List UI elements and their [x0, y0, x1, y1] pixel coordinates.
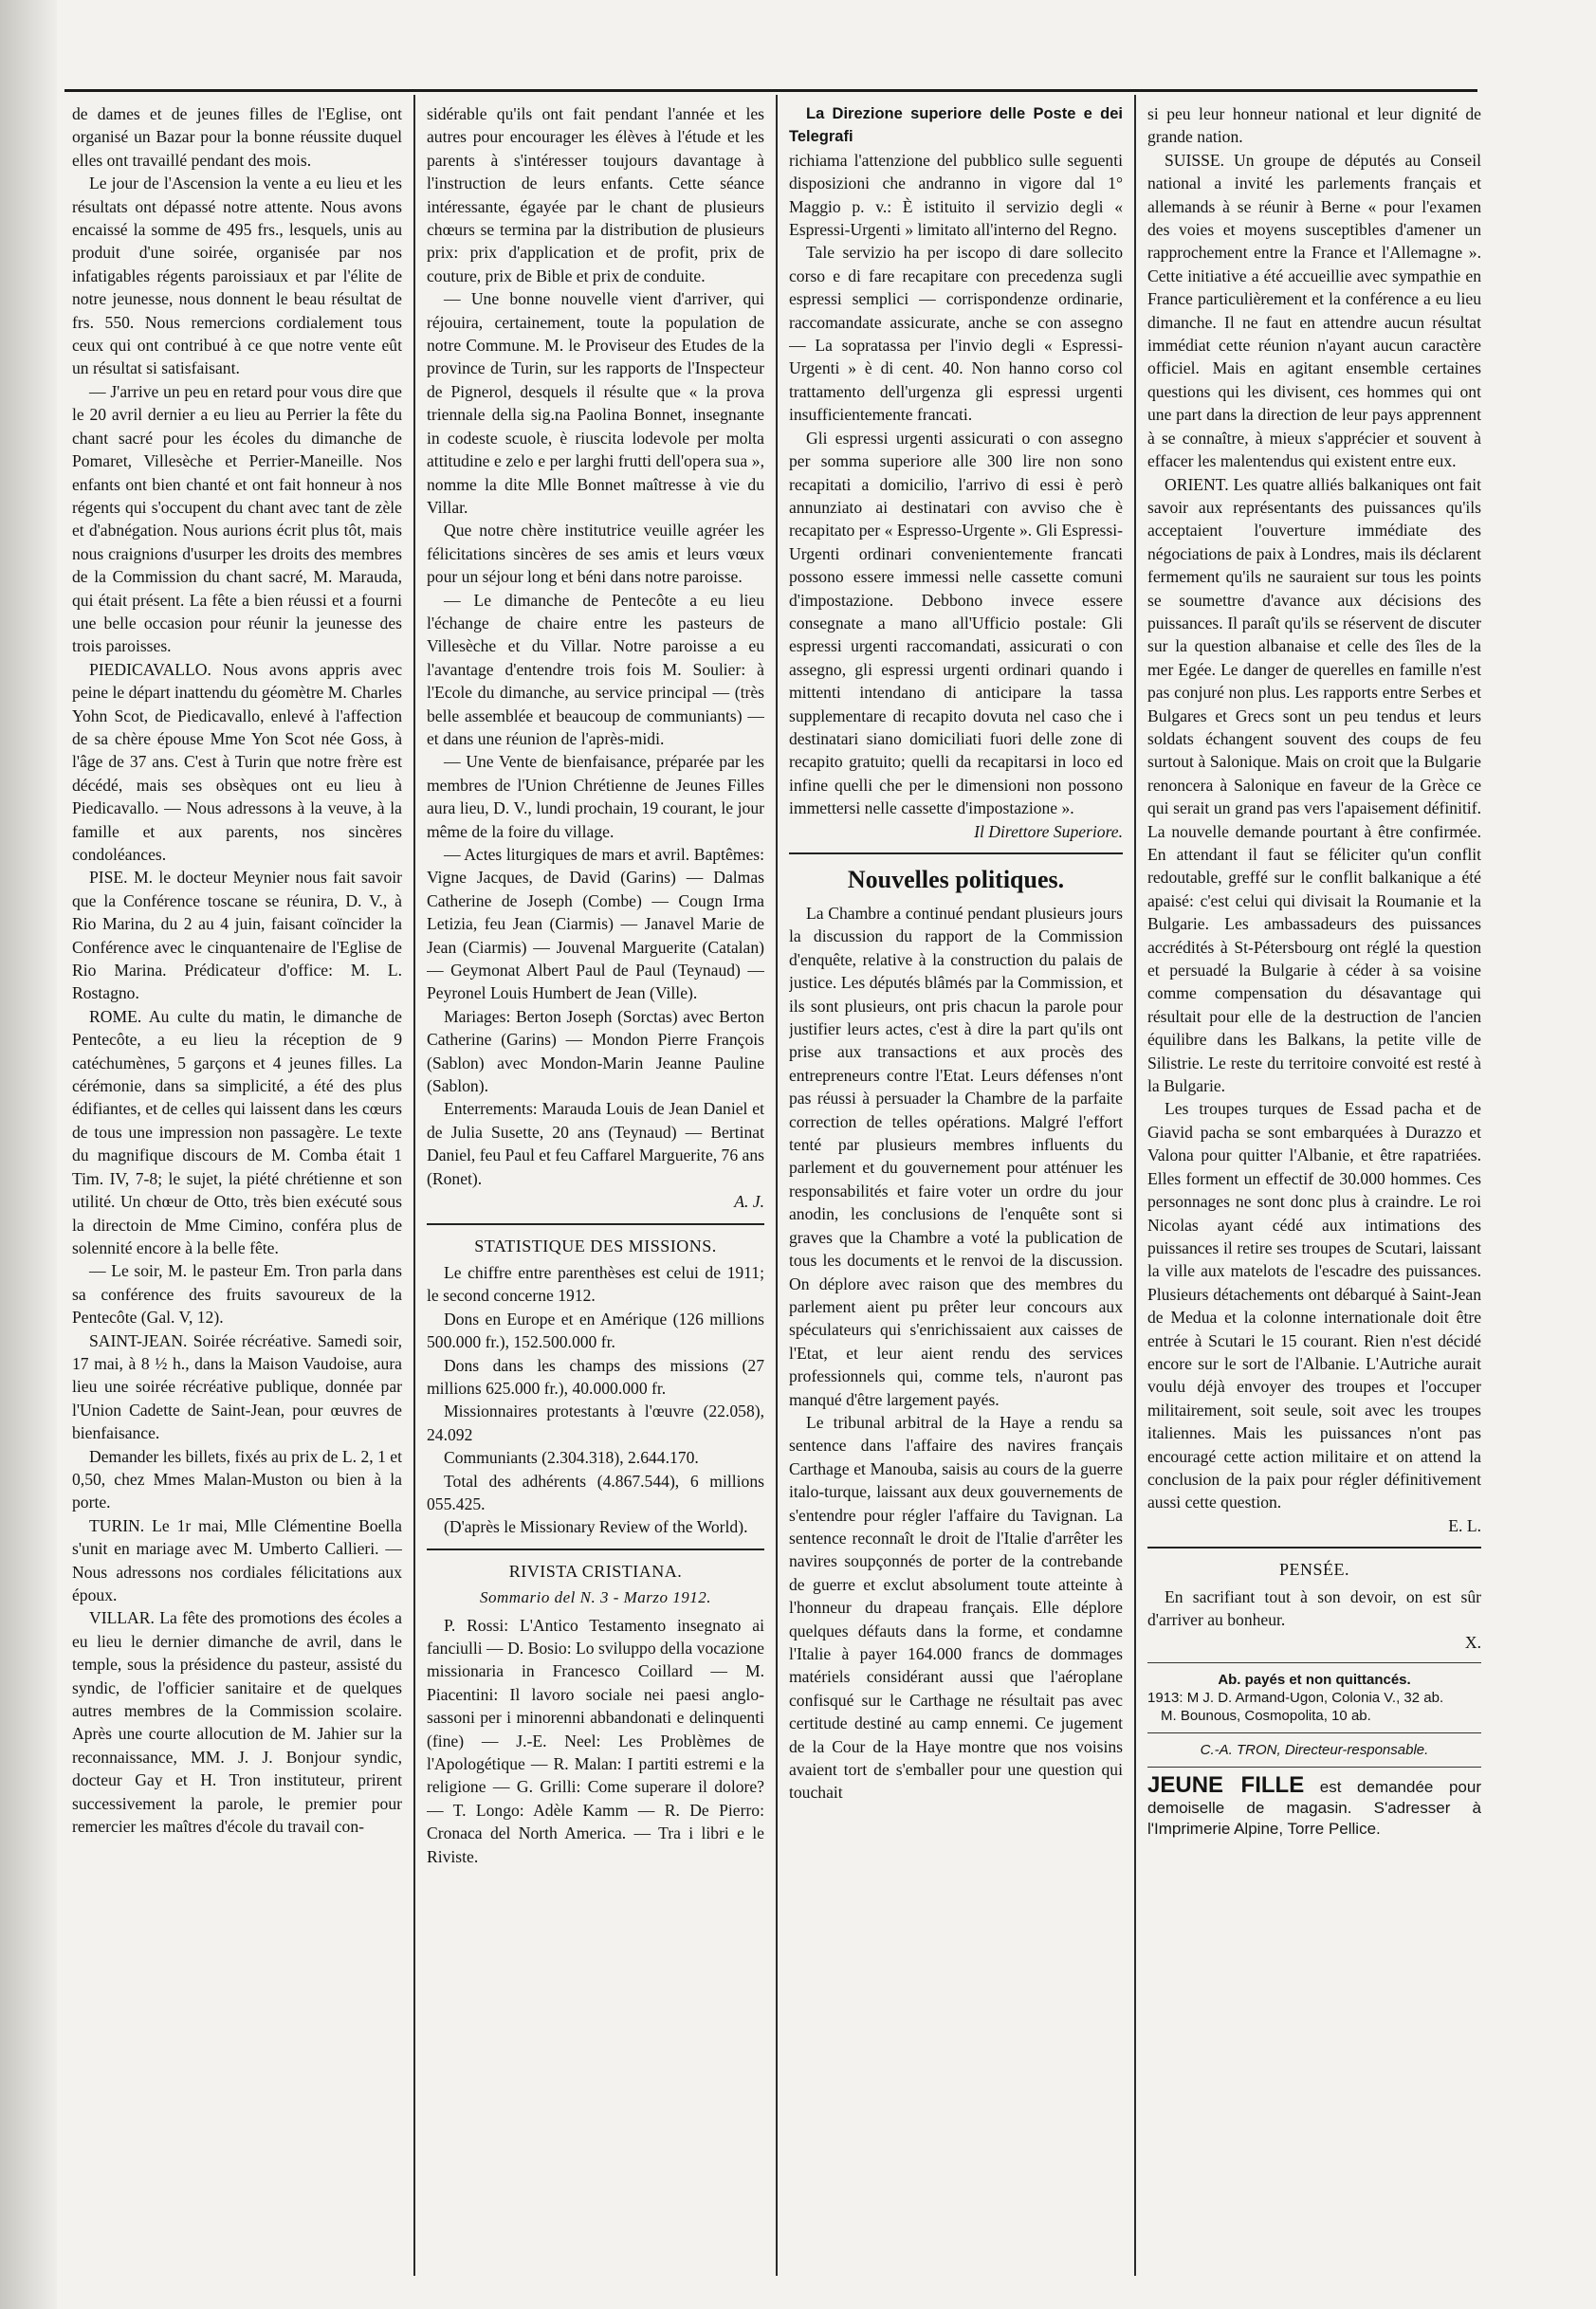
section-rule — [1147, 1662, 1481, 1663]
ad-headline: JEUNE FILLE — [1147, 1771, 1305, 1798]
paragraph: — Une bonne nouvelle vient d'arriver, qui réjouira, certainement, toute la population de notre Commune. M. le Proviseur des Etudes de la province de Turin, sur les rapports de l'Inspecteur de Pignerol, desquels il résulte que « la prova triennale della sig.na Paolina Bonnet, insegnante in codeste scuole, è riuscita lodevole per molta attitudine e zelo e per larghi frutti dell'opera sua », nomme la dite Mlle Bonnet maîtresse à vie du Villar. — [427, 289, 764, 517]
stat-line: Total des adhérents (4.867.544), 6 millions 055.425. — [427, 1471, 764, 1513]
paragraph: Tale servizio ha per iscopo di dare sollecito corso e di fare recapitare con precedenza sugli espressi semplici — corrispondenze ordinarie, raccomandate assicurate, anche se con assegno — La sopratassa per l'invio degli « Espressi-Urgenti » è di cent. 40. Non hanno corso col trattamento dell'urgenza gli espressi urgenti insufficientemente francati. — [789, 243, 1123, 425]
paragraph: La Chambre a continué pendant plusieurs jours la discussion du rapport de la Commission d'enquête, relative à la construction du palais de justice. Les députés blâmés par la Commission, et ils sont plusieurs, ont pris chacun la parole pour justifier leurs actes, c'est à dire la part qu'ils ont prise aux transactions et aux procès des entrepreneurs contre l'Etat. Leurs défenses n'ont pas réussi à persuader la Chambre de la parfaite correction de telles opérations. Malgré l'effort tenté par plusieurs membres influents du parlement et du gouvernement pour atténuer les responsabilités et faire voter un ordre du jour anodin, les conclusions de l'enquête sont si graves que la Chambre a voté la publication de tous les documents et le renvoi de la discussion. On déplore avec raison que des membres du parlement aient pu prêter leur concours aux spéculateurs qui s'enrichissaient aux caisses de l'Etat, et leur aient rendu des services professionnels qui, comme tels, n'auront pas manqué d'être largement payés. — [789, 904, 1123, 1409]
section-rule — [427, 1548, 764, 1550]
paragraph: ROME. Au culte du matin, le dimanche de Pentecôte, a eu lieu la réception de 9 catéchumènes, 5 garçons et 4 jeunes filles. La cérémonie, dans sa simplicité, a été des plus édifiantes, et de celles qui laissent dans les cœurs de tous une impression non passagère. Le texte du magnifique discours de M. Comba était 1 Tim. IV, 7-8; le sujet, la piété chrétienne et son utilité. Un chœur de Otto, très bien exécuté sous la directoin de Mme Cimino, conféra plus de solennité encore à la belle fête. — [72, 1006, 402, 1257]
paragraph: — Le soir, M. le pasteur Em. Tron parla dans sa conférence des fruits savoureux de la Pentecôte (Gal. V, 12). — [72, 1261, 402, 1328]
section-rule — [789, 852, 1123, 854]
column-1 — [72, 102, 402, 2274]
nouvelles-politiques-heading: Nouvelles politiques. — [847, 866, 1065, 893]
section-rule — [1147, 1547, 1481, 1548]
director-line: C.-A. TRON, Directeur-responsable. — [1200, 1741, 1429, 1758]
abonnements-heading: Ab. payés et non quittancés. — [1218, 1671, 1411, 1688]
signature: E. L. — [1448, 1515, 1481, 1535]
missions-heading: STATISTIQUE DES MISSIONS. — [474, 1236, 717, 1255]
stat-line: Dons en Europe et en Amérique (126 millions 500.000 fr.), 152.500.000 fr. — [427, 1309, 764, 1352]
paragraph: TURIN. Le 1r mai, Mlle Clémentine Boella s'unit en mariage avec M. Umberto Callieri. — Nous adressons nos cordiales félicitations aux époux. — [72, 1515, 402, 1604]
paragraph: si peu leur honneur national et leur dignité de grande nation. — [1147, 104, 1481, 147]
signature: Il Direttore Superiore. — [974, 821, 1123, 841]
paragraph: ORIENT. Les quatre alliés balkaniques ont fait savoir aux représentants des puissances qu'ils acceptaient l'ouverture immédiate des négociations de paix à Londres, mais ils déclarent fermement qu'ils ne sauraient sur tous les points se soumettre d'avance aux décisions des puissances. Il paraît qu'ils se réservent de discuter sur la question albanaise et celle des îles de la mer Egée. Le danger de querelles en famille n'est pas conjuré non plus. Les rapports entre Serbes et Bulgares et Grecs sont un peu tendus et leurs soldats échangent souvent des coups de feu surtout à Salonique. Mais on croit que la Bulgarie renoncera à Salonique en faveur de la Grèce ce qui serait un grand pas vers l'apaisement définitif. La nouvelle demande pourtant à être confirmée. En attendant il faut se féliciter qu'un conflit redoutable, greffé sur le conflit balkanique a été apaisé: c'est celui qui divisait la Roumanie et la Bulgarie. Les ambassadeurs des puissances accrédités à St-Pétersbourg ont réglé la question et persuadé la Bulgarie à céder à sa voisine comme compensation du désavantage qui résultait pour elle de la destruction de l'ancien équilibre dans les Balkans, la petite ville de Silistrie. Le reste du territoire convoité est resté à la Bulgarie. — [1147, 474, 1481, 1096]
paragraph: VILLAR. La fête des promotions des écoles a eu lieu le dernier dimanche de avril, dans le temple, sous la présidence du pasteur, assisté du syndic, de l'officier sanitaire et de quelques autres membres de la Commission scolaire. Après une courte allocution de M. Jahier sur la reconnaissance, MM. J. J. Bonjour syndic, docteur Gay et H. Tron instituteur, prirent successivement la parole, le premier pour remercier les maîtres d'école du travail con- — [72, 1608, 402, 1837]
stat-line: Missionnaires protestants à l'œuvre (22.058), 24.092 — [427, 1402, 764, 1444]
paragraph: — J'arrive un peu en retard pour vous dire que le 20 avril dernier a eu lieu au Perrier la fête du chant sacré pour les écoles du dimanche de Pomaret, Villesèche et Perrier-Maneille. Nos enfants ont bien chanté et ont fait honneur à nos régents qui s'occupent du chant avec tant de zèle et d'abnégation. Nous aurions écrit plus tôt, mais nous craignions d'usurper les droits des membres de la Commission du chant sacré, M. Marauda, qui était présent. La fête a bien réussi et a fourni une belle occasion pour réunir la jeunesse des trois paroisses. — [72, 381, 402, 656]
paragraph: Les troupes turques de Essad pacha et de Giavid pacha se sont embarquées à Durazzo et Valona pour quitter l'Albanie, et être rapatriées. Elles forment un effectif de 30.000 hommes. Ces personnages ne sont donc plus à craindre. Le roi Nicolas ayant cédé aux intimations des puissances il retire ses troupes de Scutari, laissant la ville aux matelots de l'escadre des puissances. Plusieurs détachements ont débarqué à Saint-Jean de Medua et la colonne internationale doit être entrée à Scutari le 15 courant. Rien n'est décidé encore sur le sort de l'Albanie. L'Autriche aurait voulu déjà envoyer des troupes et l'occuper militairement, soit seule, soit avec les troupes italiennes. Mais les puissances n'ont pas encouragé cette action militaire et on attend la conclusion de la paix pour régler définitivement aussi cette question. — [1147, 1099, 1481, 1512]
paragraph: Le jour de l'Ascension la vente a eu lieu et les résultats ont dépassé notre attente. Nous avons encaissé la somme de 495 frs., lesquels, unis au produit d'une soirée, organisée par nos infatigables régents paroissiaux et par l'élite de notre jeunesse, nous donnent le beau résultat de frs. 550. Nous remercions cordialement tous ceux qui ont contribué à ce que notre vente eût un résultat si satisfaisant. — [72, 174, 402, 378]
column-4 — [1147, 102, 1481, 2274]
pensee-heading: PENSÉE. — [1278, 1560, 1349, 1580]
abonnement-line: 1913: M J. D. Armand-Ugon, Colonia V., 32 ab. — [1147, 1689, 1444, 1706]
stat-line: Dons dans les champs des missions (27 millions 625.000 fr.), 40.000.000 fr. — [427, 1355, 764, 1398]
paragraph: PISE. M. le docteur Meynier nous fait savoir que la Conférence toscane se réunira, D. V., à Rio Marina, du 2 au 4 juin, faisant coïncider la Conférence avec le cinquantenaire de l'Eglise de Rio Marina. Prédicateur d'office: M. L. Rostagno. — [72, 868, 402, 1003]
column-rule — [413, 95, 415, 2276]
paragraph: Mariages: Berton Joseph (Sorctas) avec Berton Catherine (Garins) — Mondon Pierre François (Sablon) avec Mondon-Marin Jeanne Pauline (Sablon). — [427, 1006, 764, 1096]
stat-line: Le chiffre entre parenthèses est celui de 1911; le second concerne 1912. — [427, 1262, 764, 1306]
paragraph: Demander les billets, fixés au prix de L. 2, 1 et 0,50, chez Mmes Malan-Muston ou bien à la porte. — [72, 1446, 402, 1512]
pensee-signature: X. — [1464, 1633, 1481, 1653]
section-rule — [1147, 1767, 1481, 1768]
rivista-heading: RIVISTA CRISTIANA. — [508, 1561, 683, 1581]
paragraph: — Une Vente de bienfaisance, préparée par les membres de l'Union Chrétienne de Jeunes Filles aura lieu, D. V., lundi prochain, 19 courant, le jour même de la foire du village. — [427, 752, 764, 841]
paragraph: — Le dimanche de Pentecôte a eu lieu l'échange de chaire entre les pasteurs de Villesèche et du Villar. Notre paroisse a eu l'avantage d'entendre trois fois M. Soulier: à l'Ecole du dimanche, au service principal — (très belle assemblée et beaucoup de communiants) — et dans une réunion de l'après-midi. — [427, 590, 764, 748]
paragraph: Gli espressi urgenti assicurati o con assegno per somma superiore alle 300 lire non sono recapitati a domicilio, l'arrivo di essi è però annunziato ai destinatari con avviso che è recapitato per « Espresso-Urgente ». Gli Espressi-Urgenti ordinari convenientemente francati possono essere immessi nelle cassette comuni d'impostazione. Debbono invece essere consegnate a mano all'Ufficio postale: Gli espressi urgenti raccomandati, assicurati o con assegno, gli espressi urgenti ordinari quando i mittenti intendano di anticipare la tassa supplementare di recapito dovuta nel caso che i destinatari siano domiciliati fuori delle zone di recapito gratuito; quelli da recapitarsi in loco ed infine quelli che per le dimensioni non possono immettersi nelle cassette d'impostazione ». — [789, 428, 1123, 818]
pensee-text: En sacrifiant tout à son devoir, on est sûr d'arriver au bonheur. — [1147, 1586, 1481, 1629]
column-rule — [776, 95, 778, 2276]
signature: A. J. — [734, 1192, 764, 1212]
poste-heading: La Direzione superiore delle Poste e dei Telegrafi — [789, 105, 1123, 146]
section-rule — [427, 1223, 764, 1225]
paragraph: SUISSE. Un groupe de députés au Conseil national a invité les parlements français et allemands à se réunir à Berne « pour l'examen des voies et moyens susceptibles d'amener un rapprochement entre la France et l'Allemagne ». Cette initiative a été accueillie avec sympathie en France particulièrement et la conférence a eu lieu dimanche. Il ne faut en attendre aucun résultat immédiat cette réunion n'ayant aucun caractère officiel. Mais en agitant ensemble certaines questions qui les divisent, ces hommes qui ont une part dans la direction de leur pays apprennent à se connaître, à mieux s'apprécier et souvent à effacer les malentendus qui existent entre eux. — [1147, 150, 1481, 471]
ad-text: est demandée pour demoiselle de magasin. S'adresser à l'Imprimerie Alpine, Torre Pellice. — [1147, 1777, 1481, 1838]
paragraph: Le tribunal arbitral de la Haye a rendu sa sentence dans l'affaire des navires français Carthage et Manouba, saisis au cours de la guerre italo-turque, laissant aux deux gouvernements de s'entendre pour régler l'affaire du Tavignan. La sentence reconnaît le droit de l'Italie d'arrêter les navires soupçonnés de porter de la contrebande de guerre et exclut absolument toute atteinte à l'honneur du drapeau français. Elle déplore quelques défauts dans la forme, et condamne l'Italie à payer 164.000 francs de dommages matériels considérant aussi que l'aéroplane confisqué sur le Carthage ne résultait pas avec certitude destiné au camp ennemi. Ce jugement de la Cour de la Haye montre que nos voisins avaient tort de s'emballer pour une question qui touchait — [789, 1412, 1123, 1803]
top-rule — [64, 89, 1477, 92]
section-rule — [1147, 1732, 1481, 1733]
paragraph: de dames et de jeunes filles de l'Eglise, ont organisé un Bazar pour la bonne réussite duquel elles ont travaillé pendant des mois. — [72, 104, 402, 170]
paragraph: PIEDICAVALLO. Nous avons appris avec peine le départ inattendu du géomètre M. Charles Yohn Scot, de Piedicavallo, enlevé à l'affection de sa chère épouse Mme Yon Scot née Goss, à l'âge de 37 ans. C'est à Turin que notre frère est décédé, mais ses obsèques ont eu lieu à Piedicavallo. — Nous adressons à la veuve, à la famille et aux parents, nos sincères condoléances. — [72, 659, 402, 864]
column-2 — [427, 102, 764, 2274]
rivista-subheading: Sommario del N. 3 - Marzo 1912. — [479, 1588, 712, 1607]
rivista-summary: P. Rossi: L'Antico Testamento insegnato ai fanciulli — D. Bosio: Lo sviluppo della vocazione missionaria in Francesco Coillard — M. Piacentini: Il lavoro sociale nei paesi anglo-sassoni per i minorenni abbandonati e delinquenti (fine) — J.-E. Neel: Les Problèmes de l'Apologétique — R. Malan: I partiti estremi e la religione — G. Grilli: Come superare il dolore? — T. Longo: Adèle Kamm — R. De Pierro: Cronaca del North America. — Tra i libri e le Riviste. — [427, 1615, 764, 1866]
column-rule — [1134, 95, 1136, 2276]
paragraph: SAINT-JEAN. Soirée récréative. Samedi soir, 17 mai, à 8 ½ h., dans la Maison Vaudoise, aura lieu une soirée récréative publique, donnée par l'Union Cadette de Saint-Jean, pour œuvres de bienfaisance. — [72, 1330, 402, 1443]
paragraph: richiama l'attenzione del pubblico sulle seguenti disposizioni che andranno in vigore dal 1° Maggio p. v.: È istituito il servizio degli « Espressi-Urgenti » limitato all'interno del Regno. — [789, 150, 1123, 240]
paragraph: — Actes liturgiques de mars et avril. Baptêmes: Vigne Jacques, de David (Garins) — Dalmas Catherine de Joseph (Combe) — Cougn Irma Letizia, feu Jean (Ciarmis) — Janavel Marie de Jean (Ciarmis) — Jouvenal Marguerite (Catalan) — Geymonat Albert Paul de Paul (Teynaud) — Peyronel Louis Humbert de Jean (Ville). — [427, 845, 764, 1003]
paragraph: sidérable qu'ils ont fait pendant l'année et les autres pour encourager les élèves à l'étude et les parents à s'intéresser toujours davantage à l'instruction de leurs enfants. Cette séance intéressante, égayée par le chant de plusieurs chœurs se termina par la distribution de plusieurs prix: prix d'application et de profit, prix de couture, prix de Bible et prix de conduite. — [427, 104, 764, 285]
paragraph: Que notre chère institutrice veuille agréer les félicitations sincères de ses amis et leurs vœux pour un séjour long et béni dans notre paroisse. — [427, 521, 764, 587]
paragraph: Enterrements: Marauda Louis de Jean Daniel et de Julia Susette, 20 ans (Teynaud) — Bertinat Daniel, feu Paul et feu Caffarel Marguerite, 76 ans (Ronet). — [427, 1099, 764, 1188]
column-3 — [789, 102, 1123, 2274]
page-shadow — [0, 0, 57, 2309]
stat-source: (D'après le Missionary Review of the World). — [444, 1517, 748, 1537]
abonnement-line: M. Bounous, Cosmopolita, 10 ab. — [1161, 1707, 1371, 1724]
stat-line: Communiants (2.304.318), 2.644.170. — [444, 1448, 699, 1468]
classified-ad — [1147, 1771, 1481, 1840]
